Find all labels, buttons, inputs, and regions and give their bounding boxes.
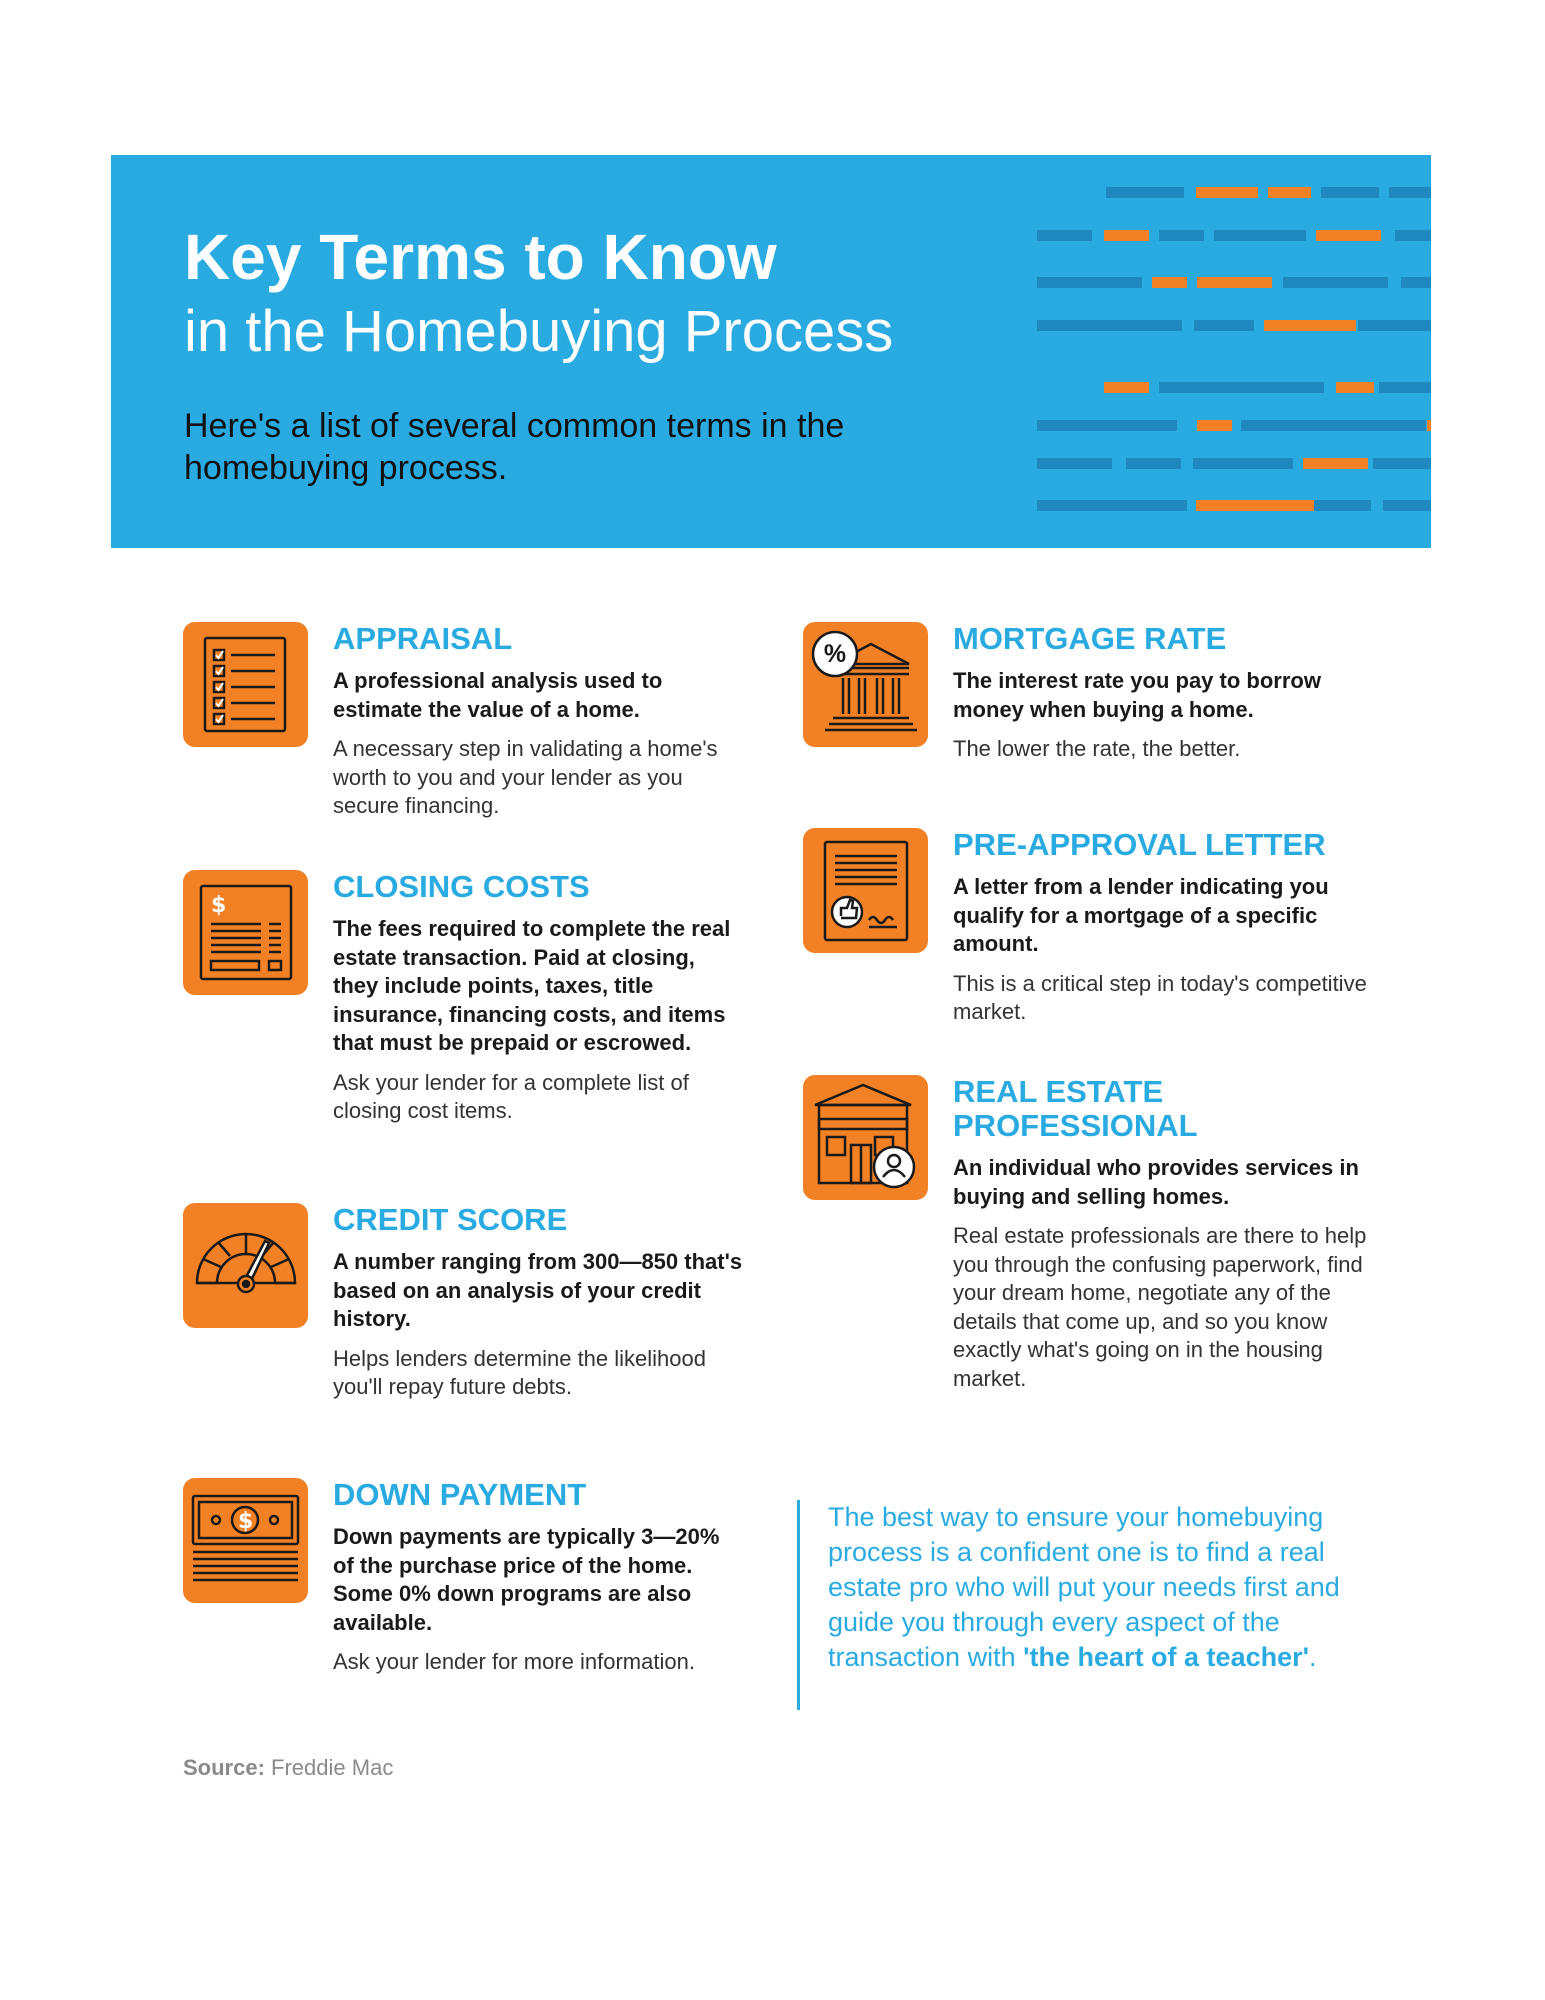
percent-badge: %	[823, 640, 847, 668]
intro-text: Here's a list of several common terms in the homebuying process.	[184, 407, 845, 487]
term-definition: The interest rate you pay to borrow money when buying a home.	[953, 668, 1321, 722]
term-note: Ask your lender for more information.	[333, 1649, 695, 1674]
bank-icon	[803, 622, 928, 747]
source-label: Source:	[183, 1755, 265, 1780]
svg-text:$: $	[211, 893, 227, 918]
term-title: DOWN PAYMENT	[333, 1477, 587, 1512]
checklist-icon	[183, 622, 308, 747]
real-estate-office-icon	[803, 1075, 928, 1200]
svg-text:$: $	[238, 1509, 254, 1534]
header-banner	[111, 155, 1431, 548]
term-note: A necessary step in validating a home's worth to you and your lender as you secure financing.	[333, 736, 718, 818]
approval-letter-icon	[803, 828, 928, 953]
term-title: MORTGAGE RATE	[953, 621, 1227, 656]
quote-body: The best way to ensure your homebuying process is a confident one is to find a real estate pro who will put your needs first and guide you through every aspect of the transaction with	[828, 1502, 1340, 1672]
quote-emphasis: 'the heart of a teacher'	[1023, 1642, 1310, 1672]
page-subtitle: in the Homebuying Process	[184, 299, 894, 364]
quote-end: .	[1309, 1642, 1317, 1672]
term-note: Helps lenders determine the likelihood you'll repay future debts.	[333, 1345, 706, 1399]
term-definition: A number ranging from 300—850 that's based on an analysis of your credit history.	[333, 1249, 743, 1331]
term-definition: A professional analysis used to estimate the value of a home.	[333, 668, 663, 722]
page-title: Key Terms to Know	[184, 221, 777, 293]
term-definition: Down payments are typically 3—20% of the purchase price of the home. Some 0% down programs are also available.	[333, 1524, 720, 1635]
closing-quote	[797, 1500, 1398, 1710]
term-note: Real estate professionals are there to help you through the confusing paperwork, find your dream home, negotiate any of the details that come up, and so you know exactly what's going on in the housing market.	[953, 1223, 1367, 1391]
term-title: APPRAISAL	[333, 621, 513, 656]
term-definition: The fees required to complete the real estate transaction. Paid at closing, they include points, taxes, title insurance, financing costs, and items that must be prepaid or escrowed.	[333, 916, 731, 1055]
term-note: Ask your lender for a complete list of closing cost items.	[333, 1069, 689, 1123]
term-title: PRE-APPROVAL LETTER	[953, 827, 1326, 862]
money-bill-icon	[183, 1478, 308, 1603]
source-value: Freddie Mac	[271, 1755, 394, 1780]
source-line	[183, 1755, 393, 1781]
term-title: REAL ESTATE PROFESSIONAL	[953, 1074, 1198, 1143]
term-definition: A letter from a lender indicating you qualify for a mortgage of a specific amount.	[953, 874, 1329, 956]
invoice-icon	[183, 870, 308, 995]
quote-text	[828, 1500, 1398, 1675]
term-definition: An individual who provides services in buying and selling homes.	[953, 1155, 1359, 1209]
term-note: The lower the rate, the better.	[953, 736, 1241, 761]
gauge-icon	[183, 1203, 308, 1328]
term-title: CREDIT SCORE	[333, 1202, 568, 1237]
term-note: This is a critical step in today's competitive market.	[953, 970, 1367, 1024]
term-title: CLOSING COSTS	[333, 869, 590, 904]
